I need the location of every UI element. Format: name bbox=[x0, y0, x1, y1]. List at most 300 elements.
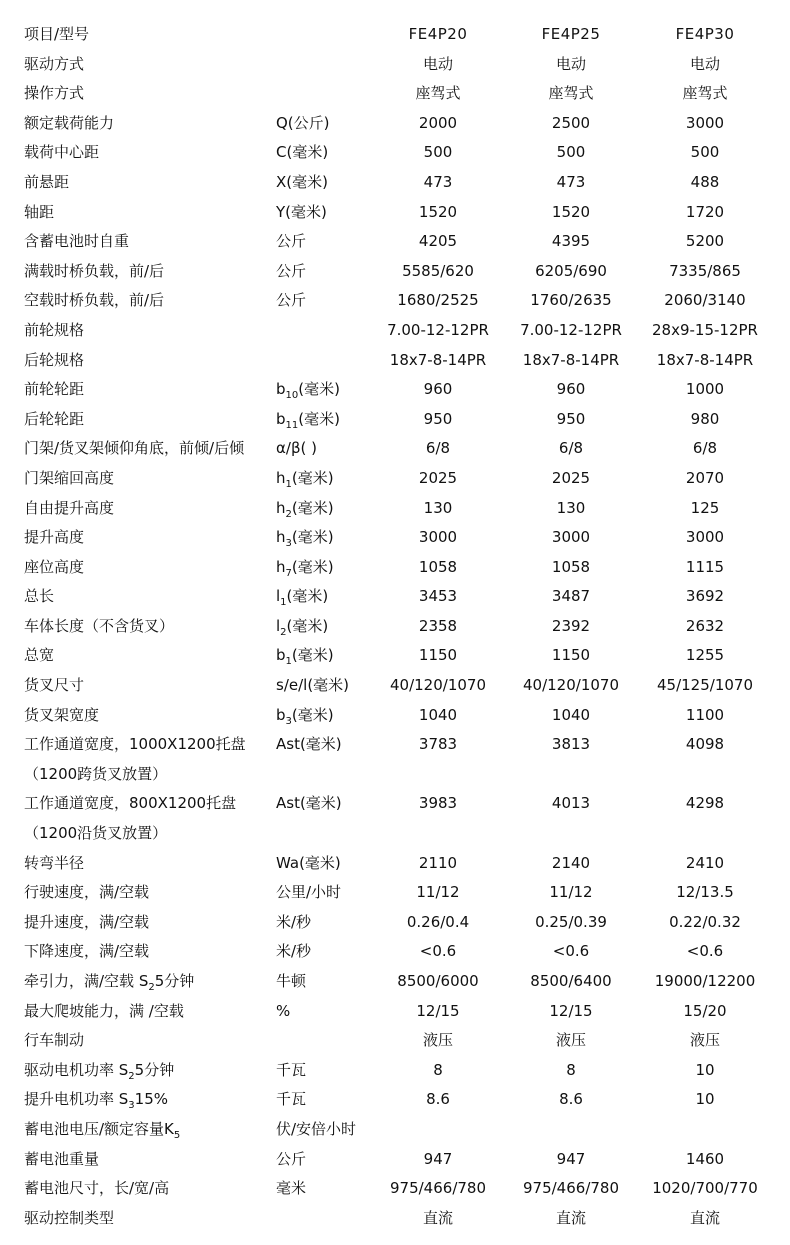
value-fe4p20: 2110 bbox=[418, 853, 458, 872]
spec-item-label: 提升速度，满/空载 bbox=[24, 912, 150, 931]
spec-unit-label: 米/秒 bbox=[276, 912, 312, 931]
value-fe4p25: 3000 bbox=[551, 528, 591, 547]
spec-row bbox=[0, 523, 790, 553]
value-fe4p25: 4395 bbox=[551, 232, 591, 251]
spec-item bbox=[24, 849, 84, 879]
value-fe4p30: 3692 bbox=[685, 587, 725, 606]
spec-unit bbox=[276, 878, 341, 908]
spec-item-label: 后轮轮距 bbox=[24, 409, 85, 428]
value-fe4p30: 10 bbox=[695, 1060, 715, 1079]
spec-unit-subscript: 1 bbox=[285, 478, 292, 490]
value-fe4p20: 947 bbox=[423, 1149, 453, 1168]
spec-unit-label: 牛顿 bbox=[276, 972, 307, 990]
spec-item bbox=[24, 1174, 169, 1204]
spec-item bbox=[24, 612, 174, 642]
value-fe4p25: 1760/2635 bbox=[530, 291, 612, 310]
value-fe4p20: 1680/2525 bbox=[397, 291, 479, 310]
spec-item-label: 货叉架宽度 bbox=[24, 705, 100, 724]
value-fe4p20: 975/466/780 bbox=[390, 1179, 486, 1198]
spec-item bbox=[24, 109, 114, 139]
spec-item-label: 前轮规格 bbox=[24, 320, 85, 339]
spec-unit-label: Ast(毫米) bbox=[276, 794, 342, 813]
spec-item bbox=[24, 227, 129, 257]
spec-row bbox=[0, 1056, 790, 1086]
spec-item-label: 额定载荷能力 bbox=[24, 113, 115, 132]
spec-item-label: 蓄电池重量 bbox=[24, 1149, 100, 1168]
spec-item bbox=[24, 286, 164, 316]
spec-unit-label: % bbox=[276, 1001, 291, 1020]
spec-unit-tail: (毫米) bbox=[291, 557, 334, 576]
value-fe4p30: 12/13.5 bbox=[676, 883, 734, 902]
spec-item bbox=[24, 553, 84, 583]
value-fe4p25: <0.6 bbox=[552, 942, 590, 961]
spec-item-label: 最大爬坡能力，满 /空载 bbox=[24, 1001, 184, 1020]
spec-item-tail: 5分钟 bbox=[154, 972, 195, 990]
spec-row bbox=[0, 79, 790, 109]
spec-item-label: 货叉尺寸 bbox=[24, 676, 85, 695]
spec-item bbox=[24, 168, 69, 198]
spec-item-label: 总宽 bbox=[24, 646, 55, 665]
spec-unit-tail: (毫米) bbox=[291, 646, 334, 665]
spec-unit-label: 伏/安倍小时 bbox=[276, 1119, 357, 1138]
value-fe4p30: 2410 bbox=[685, 853, 725, 872]
spec-item bbox=[24, 464, 114, 494]
spec-item bbox=[24, 997, 184, 1027]
spec-item bbox=[24, 138, 99, 168]
value-fe4p20: 5585/620 bbox=[402, 261, 474, 280]
spec-row bbox=[0, 997, 790, 1027]
spec-unit bbox=[276, 997, 290, 1027]
value-fe4p20: <0.6 bbox=[419, 942, 457, 961]
value-fe4p20: 1150 bbox=[418, 646, 458, 665]
spec-unit-label: α/β( ) bbox=[276, 439, 317, 458]
value-fe4p25: 4013 bbox=[551, 794, 591, 813]
spec-row bbox=[0, 908, 790, 938]
spec-unit bbox=[276, 109, 330, 139]
spec-item-tail: 5分钟 bbox=[134, 1060, 175, 1079]
spec-row bbox=[0, 434, 790, 464]
spec-item-label: 操作方式 bbox=[24, 84, 85, 103]
value-fe4p30: 1115 bbox=[685, 557, 725, 576]
spec-row bbox=[0, 760, 790, 790]
value-fe4p25: 975/466/780 bbox=[523, 1179, 619, 1198]
spec-unit-label: h bbox=[276, 528, 286, 547]
value-fe4p30: 3000 bbox=[685, 528, 725, 547]
spec-row bbox=[0, 168, 790, 198]
value-fe4p30: 10 bbox=[695, 1090, 715, 1109]
spec-row bbox=[0, 937, 790, 967]
spec-row bbox=[0, 671, 790, 701]
model-fe4p20: FE4P20 bbox=[408, 25, 468, 43]
header-item: 项目/型号 bbox=[24, 25, 90, 43]
spec-unit-label: Wa(毫米) bbox=[276, 853, 341, 872]
spec-unit-label: 米/秒 bbox=[276, 942, 312, 961]
value-fe4p20: 3453 bbox=[418, 587, 458, 606]
spec-item bbox=[24, 375, 84, 405]
spec-item-label: 载荷中心距 bbox=[24, 143, 100, 162]
spec-unit-tail: (毫米) bbox=[291, 705, 334, 724]
spec-row bbox=[0, 50, 790, 80]
spec-item-label: 门架/货叉架倾仰角底，前倾/后倾 bbox=[24, 439, 245, 458]
value-fe4p25: 950 bbox=[556, 409, 586, 428]
spec-unit bbox=[276, 1145, 306, 1175]
value-fe4p25: 6/8 bbox=[558, 439, 584, 458]
value-fe4p30: 488 bbox=[690, 172, 720, 191]
spec-row bbox=[0, 612, 790, 642]
spec-row bbox=[0, 198, 790, 228]
spec-row bbox=[0, 819, 790, 849]
value-fe4p25: 12/15 bbox=[549, 1001, 593, 1020]
spec-unit-subscript: 2 bbox=[285, 508, 292, 520]
spec-unit-tail: (毫米) bbox=[298, 409, 340, 428]
spec-unit-label: b bbox=[276, 705, 286, 724]
spec-row bbox=[0, 789, 790, 819]
value-fe4p20: 座驾式 bbox=[415, 84, 461, 103]
spec-rows bbox=[0, 50, 790, 1234]
spec-row bbox=[0, 1115, 790, 1145]
spec-row bbox=[0, 553, 790, 583]
value-fe4p20: 40/120/1070 bbox=[390, 676, 486, 695]
spec-unit-tail: (毫米) bbox=[291, 528, 334, 547]
spec-unit-label: 公斤 bbox=[276, 1149, 307, 1168]
value-fe4p30: 15/20 bbox=[683, 1001, 727, 1020]
value-fe4p25: 6205/690 bbox=[535, 261, 607, 280]
spec-item bbox=[24, 1026, 84, 1056]
spec-item bbox=[24, 878, 149, 908]
value-fe4p25: 130 bbox=[556, 498, 586, 517]
spec-unit-subscript: 1 bbox=[285, 656, 292, 668]
value-fe4p30: 500 bbox=[690, 143, 720, 162]
spec-unit bbox=[276, 1056, 306, 1086]
value-fe4p25: 1058 bbox=[551, 557, 591, 576]
spec-item-label: 前轮轮距 bbox=[24, 380, 85, 399]
value-fe4p25: 2392 bbox=[551, 616, 591, 635]
spec-row bbox=[0, 1085, 790, 1115]
spec-unit-label: C(毫米) bbox=[276, 143, 329, 162]
spec-item-label: 工作通道宽度，800X1200托盘 bbox=[24, 794, 237, 813]
spec-item bbox=[24, 701, 99, 731]
spec-unit-label: b bbox=[276, 409, 286, 428]
spec-item bbox=[24, 1204, 114, 1234]
value-fe4p30: 2060/3140 bbox=[664, 291, 746, 310]
spec-item-label: （1200沿货叉放置） bbox=[24, 824, 168, 843]
spec-row bbox=[0, 849, 790, 879]
value-fe4p30: 1020/700/770 bbox=[652, 1179, 758, 1198]
spec-item-label: 提升电机功率 S bbox=[24, 1090, 129, 1109]
value-fe4p25: 18x7-8-14PR bbox=[522, 350, 620, 369]
spec-row bbox=[0, 701, 790, 731]
spec-item-label: 总长 bbox=[24, 587, 55, 606]
spec-unit-tail: (毫米) bbox=[298, 380, 340, 399]
value-fe4p20: 电动 bbox=[422, 54, 453, 73]
value-fe4p25: 液压 bbox=[555, 1031, 586, 1050]
spec-unit-label: 毫米 bbox=[276, 1179, 307, 1198]
value-fe4p20: 12/15 bbox=[416, 1001, 460, 1020]
value-fe4p30: 5200 bbox=[685, 232, 725, 251]
spec-unit-tail: (毫米) bbox=[286, 616, 329, 635]
spec-item-label: 工作通道宽度，1000X1200托盘 bbox=[24, 735, 246, 754]
spec-unit bbox=[276, 1115, 356, 1145]
value-fe4p20: 950 bbox=[423, 409, 453, 428]
value-fe4p20: 4205 bbox=[418, 232, 458, 251]
spec-unit-label: Q(公斤) bbox=[276, 113, 330, 132]
spec-item-label: 下降速度，满/空载 bbox=[24, 942, 150, 961]
spec-unit bbox=[276, 967, 306, 997]
spec-unit-subscript: 7 bbox=[285, 567, 292, 579]
spec-row bbox=[0, 494, 790, 524]
value-fe4p30: 1460 bbox=[685, 1149, 725, 1168]
value-fe4p25: 8500/6400 bbox=[530, 972, 612, 990]
spec-row bbox=[0, 1174, 790, 1204]
spec-unit bbox=[276, 730, 342, 760]
spec-row bbox=[0, 109, 790, 139]
spec-item bbox=[24, 1145, 99, 1175]
spec-item-label: 驱动电机功率 S bbox=[24, 1060, 129, 1079]
spec-row bbox=[0, 286, 790, 316]
value-fe4p30: <0.6 bbox=[686, 942, 724, 961]
spec-row bbox=[0, 464, 790, 494]
spec-unit-label: l bbox=[276, 616, 281, 635]
value-fe4p30: 电动 bbox=[689, 54, 720, 73]
spec-unit-label: 千瓦 bbox=[276, 1060, 307, 1079]
spec-item-label: 门架缩回高度 bbox=[24, 468, 115, 487]
value-fe4p25: 1040 bbox=[551, 705, 591, 724]
value-fe4p30: 4298 bbox=[685, 794, 725, 813]
spec-row bbox=[0, 1145, 790, 1175]
spec-unit bbox=[276, 227, 306, 257]
spec-row bbox=[0, 227, 790, 257]
spec-unit-label: 千瓦 bbox=[276, 1090, 307, 1109]
spec-unit-subscript: 2 bbox=[280, 626, 287, 638]
spec-item-label: 牵引力，满/空载 S bbox=[24, 972, 149, 990]
value-fe4p30: 1720 bbox=[685, 202, 725, 221]
value-fe4p25: 960 bbox=[556, 380, 586, 399]
spec-item-label: 提升高度 bbox=[24, 528, 85, 547]
value-fe4p20: 11/12 bbox=[416, 883, 460, 902]
spec-item bbox=[24, 789, 236, 819]
value-fe4p30: 2632 bbox=[685, 616, 725, 635]
value-fe4p25: 7.00-12-12PR bbox=[520, 320, 622, 339]
value-fe4p25: 1150 bbox=[551, 646, 591, 665]
spec-row bbox=[0, 316, 790, 346]
spec-item bbox=[24, 316, 84, 346]
spec-unit-label: b bbox=[276, 646, 286, 665]
spec-item bbox=[24, 671, 84, 701]
spec-unit bbox=[276, 908, 311, 938]
value-fe4p20: 0.26/0.4 bbox=[406, 912, 470, 931]
spec-item bbox=[24, 760, 167, 790]
header-row bbox=[0, 20, 790, 50]
value-fe4p20: 8.6 bbox=[426, 1090, 450, 1109]
value-fe4p25: 8.6 bbox=[559, 1090, 583, 1109]
value-fe4p20: 960 bbox=[423, 380, 453, 399]
spec-item-label: 轴距 bbox=[24, 202, 55, 221]
value-fe4p20: 7.00-12-12PR bbox=[387, 320, 489, 339]
spec-item bbox=[24, 523, 84, 553]
spec-unit bbox=[276, 671, 349, 701]
value-fe4p30: 直流 bbox=[689, 1208, 720, 1227]
value-fe4p25: 2140 bbox=[551, 853, 591, 872]
value-fe4p20: 6/8 bbox=[425, 439, 451, 458]
spec-row bbox=[0, 405, 790, 435]
spec-item bbox=[24, 937, 149, 967]
value-fe4p25: 11/12 bbox=[549, 883, 593, 902]
value-fe4p30: 液压 bbox=[689, 1031, 720, 1050]
spec-unit-label: s/e/l(毫米) bbox=[276, 676, 350, 695]
spec-unit-label: 公里/小时 bbox=[276, 883, 342, 902]
spec-unit-label: h bbox=[276, 468, 286, 487]
spec-item-label: 行车制动 bbox=[24, 1031, 85, 1050]
value-fe4p30: 28x9-15-12PR bbox=[652, 320, 758, 339]
value-fe4p20: 130 bbox=[423, 498, 453, 517]
spec-unit-label: Y(毫米) bbox=[276, 202, 327, 221]
spec-item bbox=[24, 405, 84, 435]
spec-unit-tail: (毫米) bbox=[291, 468, 334, 487]
value-fe4p20: 2025 bbox=[418, 468, 458, 487]
spec-item-subscript: 3 bbox=[128, 1100, 135, 1112]
value-fe4p25: 3487 bbox=[551, 587, 591, 606]
value-fe4p20: 液压 bbox=[422, 1031, 453, 1050]
value-fe4p25: 3813 bbox=[551, 735, 591, 754]
spec-row bbox=[0, 967, 790, 997]
spec-row bbox=[0, 138, 790, 168]
spec-row bbox=[0, 582, 790, 612]
spec-item bbox=[24, 79, 84, 109]
spec-item bbox=[24, 641, 54, 671]
spec-unit bbox=[276, 138, 328, 168]
value-fe4p30: 125 bbox=[690, 498, 720, 517]
value-fe4p30: 19000/12200 bbox=[654, 972, 756, 990]
spec-unit-subscript: 3 bbox=[285, 538, 292, 550]
spec-table bbox=[0, 20, 790, 1233]
spec-unit-label: Ast(毫米) bbox=[276, 735, 342, 754]
spec-item-label: 行驶速度，满/空载 bbox=[24, 883, 150, 902]
value-fe4p25: 直流 bbox=[555, 1208, 586, 1227]
value-fe4p20: 3783 bbox=[418, 735, 458, 754]
spec-item bbox=[24, 730, 246, 760]
value-fe4p30: 1000 bbox=[685, 380, 725, 399]
value-fe4p25: 40/120/1070 bbox=[523, 676, 619, 695]
spec-unit-label: l bbox=[276, 587, 281, 606]
spec-item-label: 驱动控制类型 bbox=[24, 1208, 115, 1227]
value-fe4p30: 座驾式 bbox=[682, 84, 728, 103]
value-fe4p25: 2500 bbox=[551, 113, 591, 132]
spec-unit bbox=[276, 286, 306, 316]
spec-item bbox=[24, 257, 164, 287]
spec-item-label: 蓄电池尺寸，长/宽/高 bbox=[24, 1179, 170, 1198]
spec-item bbox=[24, 198, 54, 228]
value-fe4p25: 500 bbox=[556, 143, 586, 162]
spec-unit bbox=[276, 849, 341, 879]
spec-item bbox=[24, 819, 167, 849]
value-fe4p25: 8 bbox=[566, 1060, 576, 1079]
spec-row bbox=[0, 1204, 790, 1234]
spec-item-label: 含蓄电池时自重 bbox=[24, 232, 130, 251]
spec-item bbox=[24, 582, 54, 612]
value-fe4p25: 1520 bbox=[551, 202, 591, 221]
spec-item-label: 后轮规格 bbox=[24, 350, 85, 369]
value-fe4p25: 473 bbox=[556, 172, 586, 191]
spec-unit bbox=[276, 198, 327, 228]
spec-unit-subscript: 1 bbox=[280, 597, 287, 609]
spec-item-label: 车体长度（不含货叉） bbox=[24, 616, 175, 635]
spec-unit-tail: (毫米) bbox=[286, 587, 329, 606]
spec-unit-subscript: 3 bbox=[285, 715, 292, 727]
spec-item-label: 座位高度 bbox=[24, 557, 85, 576]
spec-unit-tail: (毫米) bbox=[291, 498, 334, 517]
spec-item-label: 空载时桥负载，前/后 bbox=[24, 291, 165, 310]
spec-unit-label: h bbox=[276, 557, 286, 576]
value-fe4p30: 6/8 bbox=[692, 439, 718, 458]
spec-unit bbox=[276, 168, 328, 198]
value-fe4p30: 45/125/1070 bbox=[657, 676, 753, 695]
spec-item bbox=[24, 908, 149, 938]
spec-item-label: 转弯半径 bbox=[24, 853, 85, 872]
spec-item-label: 蓄电池电压/额定容量K bbox=[24, 1119, 174, 1138]
spec-unit-label: 公斤 bbox=[276, 261, 307, 280]
spec-item-label: （1200跨货叉放置） bbox=[24, 764, 168, 783]
spec-item-label: 满载时桥负载，前/后 bbox=[24, 261, 165, 280]
spec-unit-subscript: 11 bbox=[285, 419, 299, 431]
value-fe4p20: 8 bbox=[433, 1060, 443, 1079]
spec-row bbox=[0, 641, 790, 671]
value-fe4p20: 3983 bbox=[418, 794, 458, 813]
spec-row bbox=[0, 1026, 790, 1056]
spec-unit-label: X(毫米) bbox=[276, 172, 328, 191]
spec-unit bbox=[276, 1085, 306, 1115]
value-fe4p30: 7335/865 bbox=[669, 261, 741, 280]
value-fe4p20: 473 bbox=[423, 172, 453, 191]
value-fe4p20: 500 bbox=[423, 143, 453, 162]
spec-item bbox=[24, 346, 84, 376]
value-fe4p20: 1058 bbox=[418, 557, 458, 576]
value-fe4p30: 3000 bbox=[685, 113, 725, 132]
spec-row bbox=[0, 730, 790, 760]
spec-item-tail: 15% bbox=[134, 1090, 169, 1109]
spec-unit bbox=[276, 434, 317, 464]
value-fe4p20: 1520 bbox=[418, 202, 458, 221]
spec-item bbox=[24, 494, 114, 524]
value-fe4p20: 18x7-8-14PR bbox=[389, 350, 487, 369]
value-fe4p20: 8500/6000 bbox=[397, 972, 479, 990]
spec-unit-subscript: 10 bbox=[285, 390, 299, 402]
value-fe4p25: 947 bbox=[556, 1149, 586, 1168]
spec-item-subscript: 5 bbox=[173, 1129, 181, 1141]
spec-item-subscript: 2 bbox=[128, 1070, 135, 1082]
value-fe4p30: 18x7-8-14PR bbox=[656, 350, 754, 369]
spec-unit bbox=[276, 1174, 306, 1204]
model-fe4p30: FE4P30 bbox=[675, 25, 735, 43]
value-fe4p30: 980 bbox=[690, 409, 720, 428]
spec-item bbox=[24, 434, 244, 464]
spec-row bbox=[0, 878, 790, 908]
value-fe4p25: 0.25/0.39 bbox=[535, 912, 607, 931]
value-fe4p20: 2000 bbox=[418, 113, 458, 132]
spec-unit-label: 公斤 bbox=[276, 232, 307, 251]
value-fe4p25: 电动 bbox=[555, 54, 586, 73]
spec-unit bbox=[276, 257, 306, 287]
spec-unit-label: h bbox=[276, 498, 286, 517]
spec-unit-label: b bbox=[276, 380, 286, 399]
value-fe4p30: 1100 bbox=[685, 705, 725, 724]
value-fe4p20: 3000 bbox=[418, 528, 458, 547]
spec-item-label: 驱动方式 bbox=[24, 54, 85, 73]
value-fe4p30: 1255 bbox=[685, 646, 725, 665]
value-fe4p20: 1040 bbox=[418, 705, 458, 724]
spec-row bbox=[0, 375, 790, 405]
value-fe4p25: 2025 bbox=[551, 468, 591, 487]
model-fe4p25: FE4P25 bbox=[541, 25, 601, 43]
